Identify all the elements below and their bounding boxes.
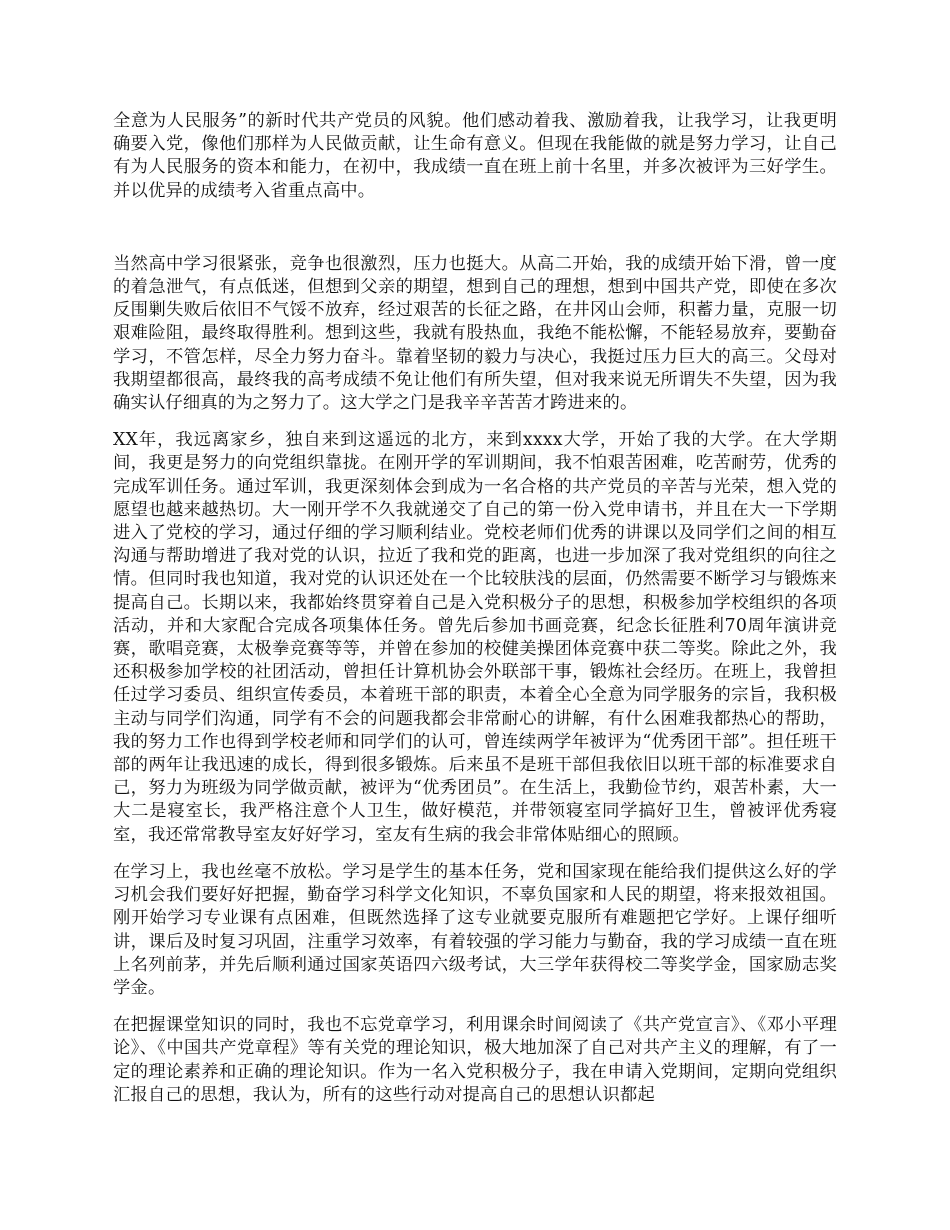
paragraph: XX年，我远离家乡，独自来到这遥远的北方，来到xxxx大学，开始了我的大学。在大学期间，我更是努力的向党组织靠拢。在刚开学的军训期间，我不怕艰苦困难，吃苦耐劳，优秀的完成军训任务。通过军训，我更深刻体会到成为一名合格的共产党员的辛苦与光荣，想入党的愿望也越来越热切。大一刚开学不久我就递交了自己的第一份入党申请书，并且在大一下学期进入了党校的学习，通过仔细的学习顺利结业。党校老师们优秀的讲课以及同学们之间的相互沟通与帮助增进了我对党的认识，拉近了我和党的距离，也进一步加深了我对党组织的向往之情。但同时我也知道，我对党的认识还处在一个比较肤浅的层面，仍然需要不断学习与锻炼来提高自己。长期以来，我都始终贯穿着自己是入党积极分子的思想，积极参加学校组织的各项活动，并和大家配合完成各项集体任务。曾先后参加书画竞赛，纪念长征胜利70周年演讲竞赛，歌唱竞赛，太极拳竞赛等等，并曾在参加的校健美操团体竞赛中获二等奖。除此之外，我还积极参加学校的社团活动，曾担任计算机协会外联部干事，锻炼社会经历。在班上，我曾担任过学习委员、组织宣传委员，本着班干部的职责，本着全心全意为同学服务的宗旨，我积极主动与同学们沟通，同学有不会的问题我都会非常耐心的讲解，有什么困难我都热心的帮助，我的努力工作也得到学校老师和同学们的认可，曾连续两学年被评为“优秀团干部”。担任班干部的两年让我迅速的成长，得到很多锻炼。后来虽不是班干部但我依旧以班干部的标准要求自己，努力为班级为同学做贡献，被评为“优秀团员”。在生活上，我勤俭节约，艰苦朴素，大一大二是寝室长，我严格注意个人卫生，做好模范，并带领寝室同学搞好卫生，曾被评优秀寝室，我还常常教导室友好好学习，室友有生病的我会非常体贴细心的照顾。 [113,430,837,845]
paragraph: 在学习上，我也丝毫不放松。学习是学生的基本任务，党和国家现在能给我们提供这么好的学习机会我们要好好把握，勤奋学习科学文化知识，不辜负国家和人民的期望，将来报效祖国。刚开始学习专业课有点困难，但既然选择了这专业就要克服所有难题把它学好。上课仔细听讲，课后及时复习巩固，注重学习效率，有着较强的学习能力与勤奋，我的学习成绩一直在班上名列前茅，并先后顺利通过国家英语四六级考试，大三学年获得校二等奖学金，国家励志奖学金。 [113,861,837,998]
paragraph: 在把握课堂知识的同时，我也不忘党章学习，利用课余时间阅读了《共产党宣言》、《邓小平理论》、《中国共产党章程》等有关党的理论知识，极大地加深了自己对共产主义的理解，有了一定的理论素养和正确的理论知识。作为一名入党积极分子，我在申请入党期间，定期向党组织汇报自己的思想，我认为，所有的这些行动对提高自己的思想认识都起 [113,1015,837,1105]
paragraph: 全意为人民服务”的新时代共产党员的风貌。他们感动着我、激励着我，让我学习，让我更明确要入党，像他们那样为人民做贡献，让生命有意义。但现在我能做的就是努力学习，让自己有为人民服务的资本和能力，在初中，我成绩一直在班上前十名里，并多次被评为三好学生。并以优异的成绩考入省重点高中。 [113,111,837,201]
document-body [113,110,837,1107]
paragraph: 当然高中学习很紧张，竞争也很激烈，压力也挺大。从高二开始，我的成绩开始下滑，曾一度的着急泄气，有点低迷，但想到父亲的期望，想到自己的理想，想到中国共产党，即使在多次反围剿失败后依旧不气馁不放弃，经过艰苦的长征之路，在井冈山会师，积蓄力量，克服一切艰难险阻，最终取得胜利。想到这些，我就有股热血，我绝不能松懈，不能轻易放弃，要勤奋学习，不管怎样，尽全力努力奋斗。靠着坚韧的毅力与决心，我挺过压力巨大的高三。父母对我期望都很高，最终我的高考成绩不免让他们有所失望，但对我来说无所谓失不失望，因为我确实认仔细真的为之努力了。这大学之门是我辛辛苦苦才跨进来的。 [113,253,837,414]
